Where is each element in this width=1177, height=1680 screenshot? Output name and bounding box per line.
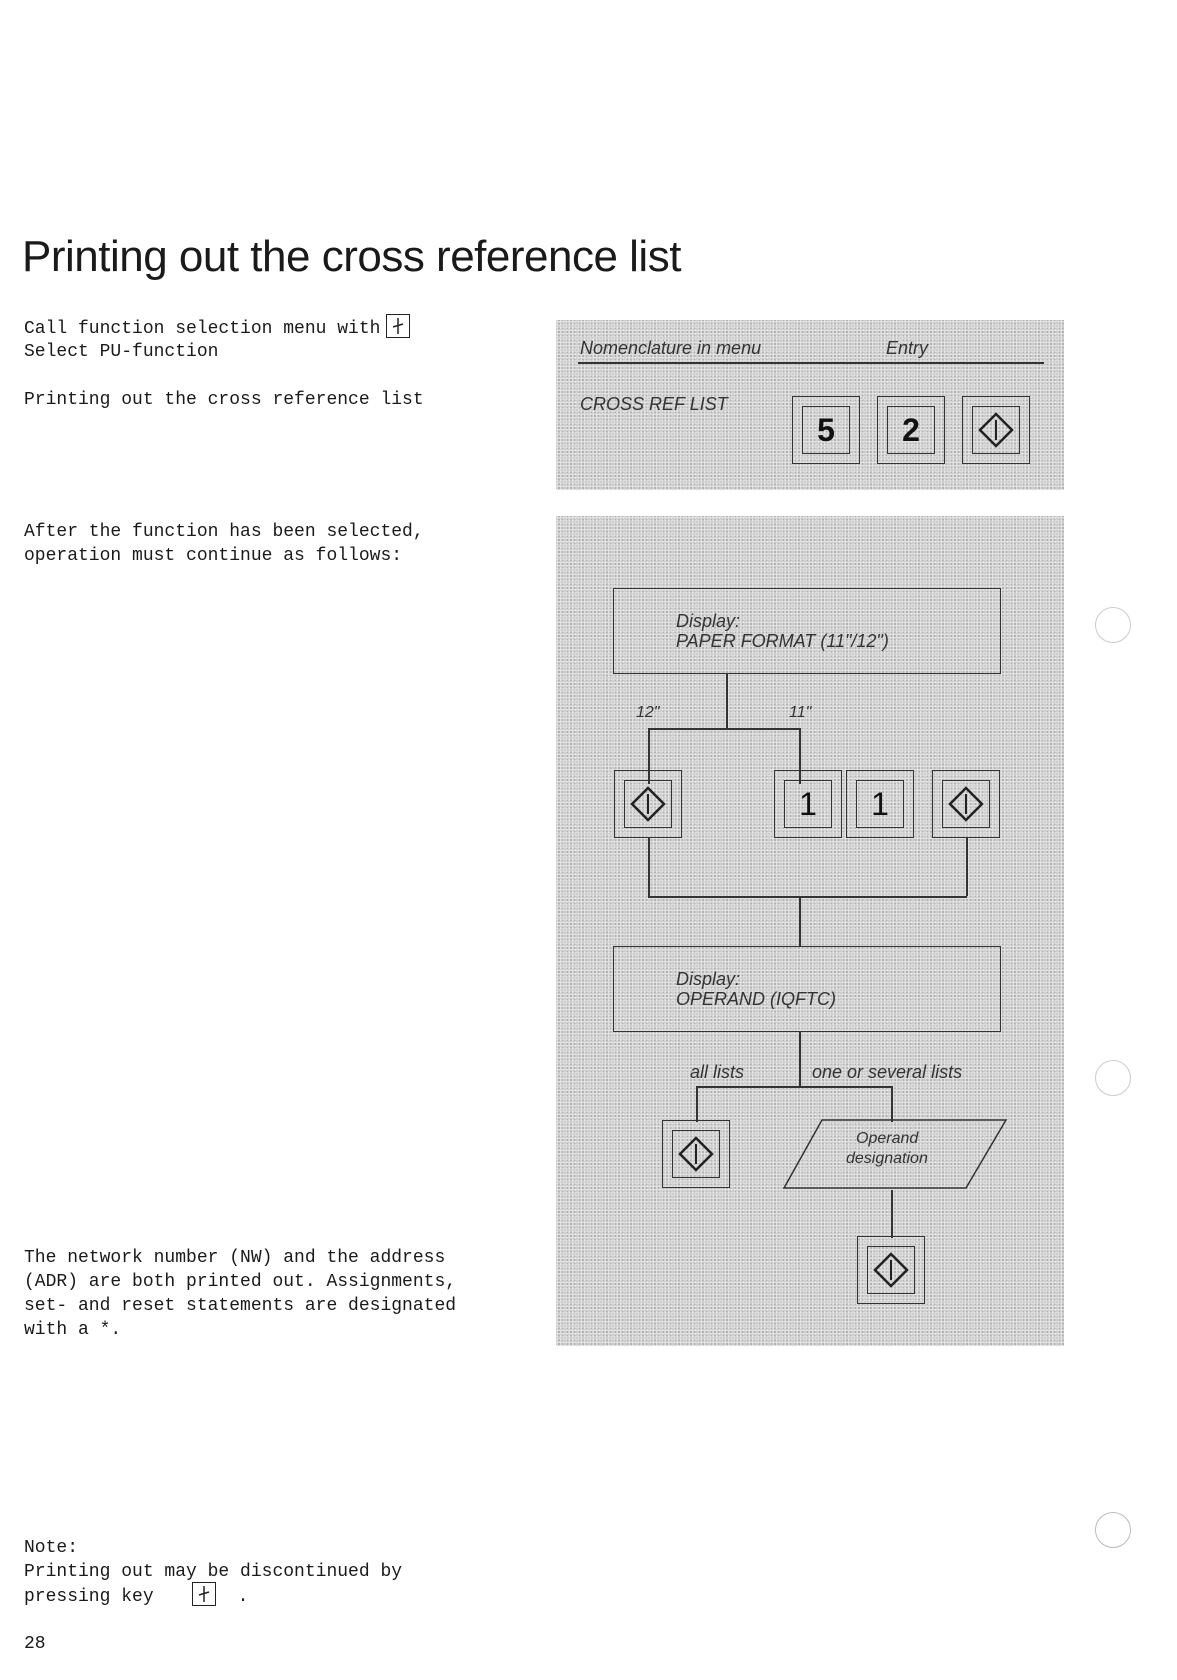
network-note-line-2: (ADR) are both printed out. Assignments, [24, 1272, 457, 1292]
branch-label-all-lists: all lists [690, 1062, 745, 1082]
display-operand [613, 946, 1001, 1032]
key-1: 1 [774, 770, 842, 838]
branch-label-one-or-several-lists: one or several lists [812, 1062, 963, 1082]
note-label: Note: [24, 1538, 79, 1558]
note-line-1: Printing out may be discontinued by [24, 1562, 403, 1582]
display-text: PAPER FORMAT (11"/12") [676, 631, 889, 651]
key-5: 5 [792, 396, 860, 464]
network-note-line-3: set- and reset statements are designated [24, 1296, 457, 1316]
after-selection-line-2: operation must continue as follows: [24, 546, 403, 566]
instruction-line-3: Printing out the cross reference list [24, 390, 424, 410]
instruction-line-2: Select PU-function [24, 342, 219, 362]
menu-entry-panel [556, 320, 1064, 490]
network-note-line-4: with a *. [24, 1320, 122, 1340]
page-title: Printing out the cross reference list [22, 232, 681, 281]
note-line-2: pressing key . [24, 1584, 248, 1609]
network-note-line-1: The network number (NW) and the address [24, 1248, 446, 1268]
column-header-nomenclature: Nomenclature in menu [580, 338, 762, 358]
display-label: Display: [676, 969, 741, 989]
binder-hole-mark [1095, 607, 1131, 643]
enter-diamond-icon [962, 396, 1030, 464]
branch-label-11: 11" [789, 704, 812, 721]
operand-label-line-2: designation [846, 1150, 928, 1167]
enter-diamond-icon [662, 1120, 730, 1188]
binder-hole-mark [1095, 1060, 1131, 1096]
enter-diamond-icon [857, 1236, 925, 1304]
instruction-line-1: Call function selection menu with [24, 316, 410, 341]
after-selection-line-1: After the function has been selected, [24, 522, 424, 542]
enter-diamond-icon [932, 770, 1000, 838]
display-paper-format [613, 588, 1001, 674]
branch-label-12: 12" [636, 704, 660, 721]
page-number: 28 [24, 1634, 46, 1654]
key-2: 2 [877, 396, 945, 464]
display-text: OPERAND (IQFTC) [676, 989, 836, 1009]
cross-ref-list-label: CROSS REF LIST [580, 394, 728, 414]
key-1: 1 [846, 770, 914, 838]
column-header-entry: Entry [886, 338, 929, 358]
display-label: Display: [676, 611, 741, 631]
operand-label-line-1: Operand [856, 1130, 919, 1147]
break-key-icon [192, 1582, 216, 1606]
enter-diamond-icon [614, 770, 682, 838]
binder-hole-mark [1095, 1512, 1131, 1548]
break-key-icon [386, 314, 410, 338]
operation-flow-panel [556, 516, 1064, 1346]
